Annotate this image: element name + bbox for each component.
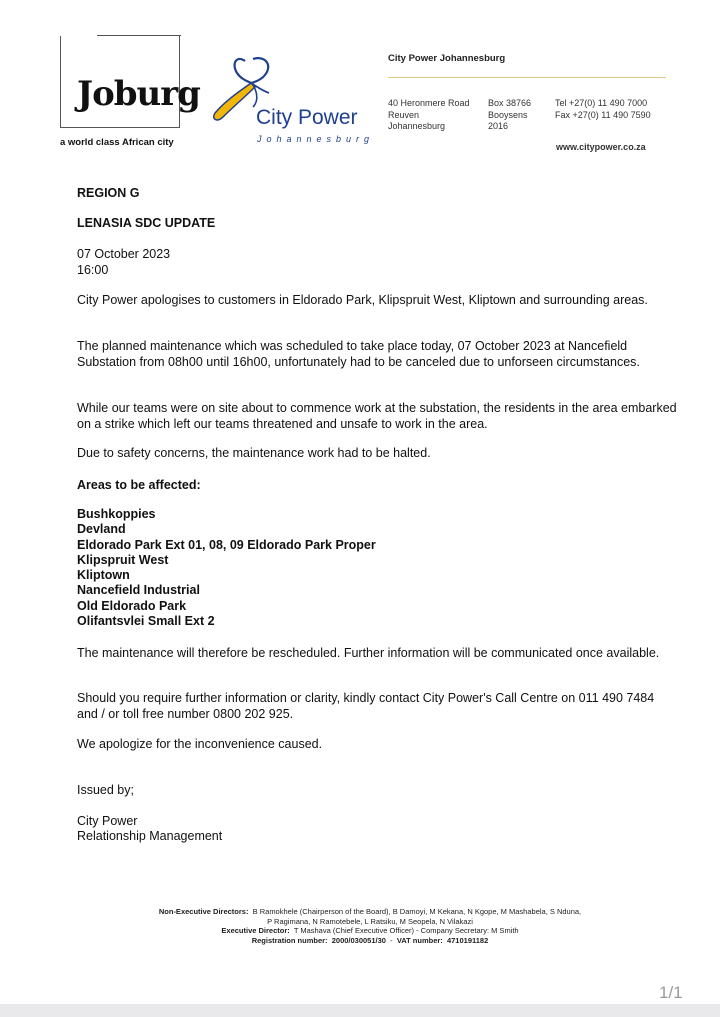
vat-label: VAT number: <box>396 935 443 945</box>
subject-heading: LENASIA SDC UPDATE <box>77 216 216 230</box>
city-power-logo-sub: Johannesburg <box>257 134 375 144</box>
contact-numbers <box>555 98 651 121</box>
paragraph-contact: Should you require further information or clarity, kindly contact City Power's Call Centre on 011 490 7484 and / or toll free number 0800 202 925. <box>77 691 655 721</box>
list-item: Klipspruit West <box>77 552 169 567</box>
address-line: 40 Heronmere Road <box>388 98 470 108</box>
paragraph-apology: City Power apologises to customers in Eldorado Park, Klipspruit West, Kliptown and surrounding areas. <box>77 293 648 307</box>
paragraph-strike: While our teams were on site about to commence work at the substation, the residents in the area embarked on a strike which left our teams threatened and unsafe to work in the area. <box>77 401 677 431</box>
address-line: Johannesburg <box>388 121 446 131</box>
areas-heading: Areas to be affected: <box>77 478 201 492</box>
reg-value: 2000/030051/30 <box>331 935 386 945</box>
address-postal <box>488 98 531 133</box>
letter-time: 16:00 <box>77 263 109 277</box>
website-link[interactable]: www.citypower.co.za <box>556 142 646 152</box>
letter-date: 07 October 2023 <box>77 247 171 261</box>
joburg-logo <box>60 36 200 128</box>
address-line: 2016 <box>488 121 509 131</box>
joburg-tagline: a world class African city <box>60 137 174 148</box>
nonexec-names: B Ramokhele (Chairperson of the Board), B Damoyi, M Kekana, N Kgope, M Mashabela, S Nduna, <box>252 907 582 916</box>
nonexec-label: Non-Executive Directors: <box>158 907 249 916</box>
letterhead-divider <box>388 77 666 78</box>
region-heading: REGION G <box>77 186 140 200</box>
list-item: Eldorado Park Ext 01, 08, 09 Eldorado Park Proper <box>77 537 376 552</box>
page-indicator: 1/1 <box>659 983 683 1002</box>
paragraph-maintenance: The planned maintenance which was scheduled to take place today, 07 October 2023 at Nancefield Substation from 08h00 until 16h00, unfortunately had to be canceled due to unforseen circumstances. <box>77 339 640 369</box>
vat-value: 4710191182 <box>446 935 489 945</box>
footer-directors: Non-Executive Directors: B Ramokhele (Chairperson of the Board), B Damoyi, M Kekana, N Kgope, M Mashabela, S Nduna, P Ragimana, N Ramotebele, L Ratsiku, M Seopela, N Vilakazi Executive Director: T Mashava (Chief Executive Officer) - Company Secretary: M Smith Registration number: 2000/030051/30 - VAT number: 4710191182 <box>110 907 630 945</box>
letterhead-org-name: City Power Johannesburg <box>388 53 506 64</box>
exec-names: T Mashava (Chief Executive Officer) - Company Secretary: M Smith <box>293 926 519 935</box>
issuer-dept: Relationship Management <box>77 829 223 843</box>
address-line: Booysens <box>488 109 528 120</box>
paragraph-safety: Due to safety concerns, the maintenance work had to be halted. <box>77 446 431 460</box>
address-street <box>388 98 470 133</box>
nonexec-names-cont: P Ragimana, N Ramotebele, L Ratsiku, M Seopela, N Vilakazi <box>267 916 473 926</box>
list-item: Devland <box>77 522 126 537</box>
reg-label: Registration number: <box>251 935 328 945</box>
address-line: Reuven <box>388 109 420 120</box>
exec-label: Executive Director: <box>221 926 290 935</box>
list-item: Old Eldorado Park <box>77 598 187 613</box>
affected-areas-list <box>77 507 677 629</box>
city-power-logo-name: City Power <box>256 106 358 129</box>
paragraph-inconvenience: We apologize for the inconvenience caused. <box>77 737 323 751</box>
address-line: Box 38766 <box>488 98 532 108</box>
list-item: Olifantsvlei Small Ext 2 <box>77 614 215 629</box>
phone-number: Tel +27(0) 11 490 7000 <box>555 98 648 108</box>
issued-by-label: Issued by; <box>77 783 134 797</box>
paragraph-reschedule: The maintenance will therefore be rescheduled. Further information will be communicated once available. <box>77 646 660 660</box>
fax-number: Fax +27(0) 11 490 7590 <box>555 109 651 120</box>
joburg-logo-text: Joburg <box>77 74 200 114</box>
list-item: Bushkoppies <box>77 507 156 521</box>
list-item: Kliptown <box>77 568 130 583</box>
issuer-org: City Power <box>77 814 138 828</box>
list-item: Nancefield Industrial <box>77 583 200 598</box>
